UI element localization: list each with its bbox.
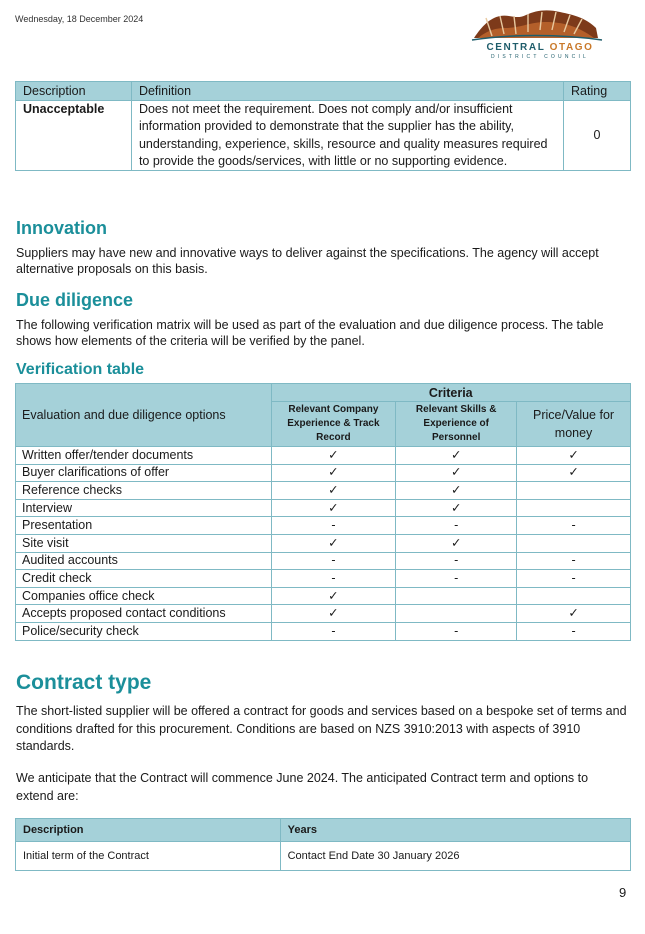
term-table [15, 818, 631, 871]
verification-option: Presentation [16, 517, 272, 535]
verification-mark-c3: - [517, 622, 631, 640]
verification-mark-c1: ✓ [271, 499, 396, 517]
verification-mark-c1: ✓ [271, 447, 396, 465]
criteria-personnel-skills: Relevant Skills & Experience of Personnel [396, 402, 517, 447]
rating-definition: Does not meet the requirement. Does not comply and/or insufficient information provided to demonstrate that the supplier has the ability, understanding, experience, skills, resource and quality measures required to provide the goods/services, with little or no supporting evidence. [131, 101, 563, 171]
verification-mark-c2 [396, 605, 517, 623]
verification-mark-c3: - [517, 570, 631, 588]
verification-mark-c1: ✓ [271, 464, 396, 482]
verification-mark-c3: ✓ [517, 447, 631, 465]
verification-mark-c2: ✓ [396, 482, 517, 500]
verification-row [16, 447, 631, 465]
rating-description: Unacceptable [16, 101, 132, 171]
verification-row [16, 570, 631, 588]
innovation-text: Suppliers may have new and innovative ways to deliver against the specifications. The agency will accept alternative proposals on this basis. [16, 246, 599, 276]
verification-row [16, 517, 631, 535]
criteria-company-experience: Relevant Company Experience & Track Record [271, 402, 396, 447]
verification-mark-c1: - [271, 622, 396, 640]
verification-option: Credit check [16, 570, 272, 588]
verification-mark-c3 [517, 587, 631, 605]
term-header-years: Years [280, 819, 630, 842]
verification-mark-c1: ✓ [271, 482, 396, 500]
due-diligence-text: The following verification matrix will be used as part of the evaluation and due diligence process. The table shows how elements of the criteria will be verified by the panel. [16, 318, 604, 348]
verification-mark-c3: ✓ [517, 605, 631, 623]
verification-mark-c3: ✓ [517, 464, 631, 482]
verification-row [16, 587, 631, 605]
verification-option: Written offer/tender documents [16, 447, 272, 465]
due-diligence-heading: Due diligence [16, 290, 134, 310]
verification-row [16, 499, 631, 517]
logo-subtitle: DISTRICT COUNCIL [490, 54, 590, 60]
verification-row [16, 534, 631, 552]
header-date: Wednesday, 18 December 2024 [15, 14, 144, 24]
verification-option: Audited accounts [16, 552, 272, 570]
verification-row [16, 552, 631, 570]
rating-header-definition: Definition [131, 82, 563, 101]
contract-text-1: The short-listed supplier will be offered a contract for goods and services based on a bespoke set of terms and conditions drafted for this procurement. Conditions are based on NZS 3910:2013 with aspects of 3910 standards. [16, 704, 627, 753]
verification-mark-c1: ✓ [271, 534, 396, 552]
verification-option: Accepts proposed contact conditions [16, 605, 272, 623]
term-header-description: Description [16, 819, 281, 842]
verification-mark-c3: - [517, 517, 631, 535]
verification-mark-c3: - [517, 552, 631, 570]
contract-text-2: We anticipate that the Contract will commence June 2024. The anticipated Contract term and options to extend are: [16, 771, 589, 803]
verification-mark-c1: - [271, 517, 396, 535]
verification-mark-c1: - [271, 552, 396, 570]
criteria-price-value: Price/Value for money [517, 402, 631, 447]
verification-option: Police/security check [16, 622, 272, 640]
verification-mark-c2: ✓ [396, 464, 517, 482]
verification-row [16, 464, 631, 482]
term-table-header [16, 819, 631, 842]
verification-mark-c2: - [396, 552, 517, 570]
innovation-heading: Innovation [16, 218, 107, 238]
verification-mark-c2 [396, 587, 517, 605]
verification-row [16, 482, 631, 500]
verification-heading: Verification table [16, 361, 145, 378]
verification-mark-c1: ✓ [271, 587, 396, 605]
logo-wordmark: CENTRAL OTAGO [486, 42, 594, 53]
verification-row [16, 605, 631, 623]
term-row [16, 842, 631, 871]
rating-table [15, 81, 631, 171]
verification-mark-c1: ✓ [271, 605, 396, 623]
rating-table-header [16, 82, 631, 101]
verification-option: Site visit [16, 534, 272, 552]
criteria-header: Criteria [271, 384, 631, 402]
verification-row [16, 622, 631, 640]
term-description: Initial term of the Contract [16, 842, 281, 871]
verification-mark-c1: - [271, 570, 396, 588]
verification-option: Buyer clarifications of offer [16, 464, 272, 482]
rating-value: 0 [564, 101, 631, 171]
verification-mark-c3 [517, 534, 631, 552]
rating-header-description: Description [16, 82, 132, 101]
verification-mark-c2: ✓ [396, 447, 517, 465]
rating-header-rating: Rating [564, 82, 631, 101]
verification-option: Companies office check [16, 587, 272, 605]
contract-heading: Contract type [16, 671, 152, 694]
term-years: Contact End Date 30 January 2026 [280, 842, 630, 871]
verification-mark-c2: ✓ [396, 499, 517, 517]
rating-row-unacceptable [16, 101, 631, 171]
verification-option: Interview [16, 499, 272, 517]
verification-mark-c2: - [396, 570, 517, 588]
verification-mark-c2: - [396, 622, 517, 640]
verification-mark-c2: ✓ [396, 534, 517, 552]
verification-mark-c3 [517, 482, 631, 500]
options-header: Evaluation and due diligence options [16, 384, 272, 447]
verification-table [15, 383, 631, 641]
verification-option: Reference checks [16, 482, 272, 500]
verification-header-row [16, 384, 631, 402]
verification-mark-c2: - [396, 517, 517, 535]
verification-mark-c3 [517, 499, 631, 517]
page-number: 9 [619, 885, 627, 900]
